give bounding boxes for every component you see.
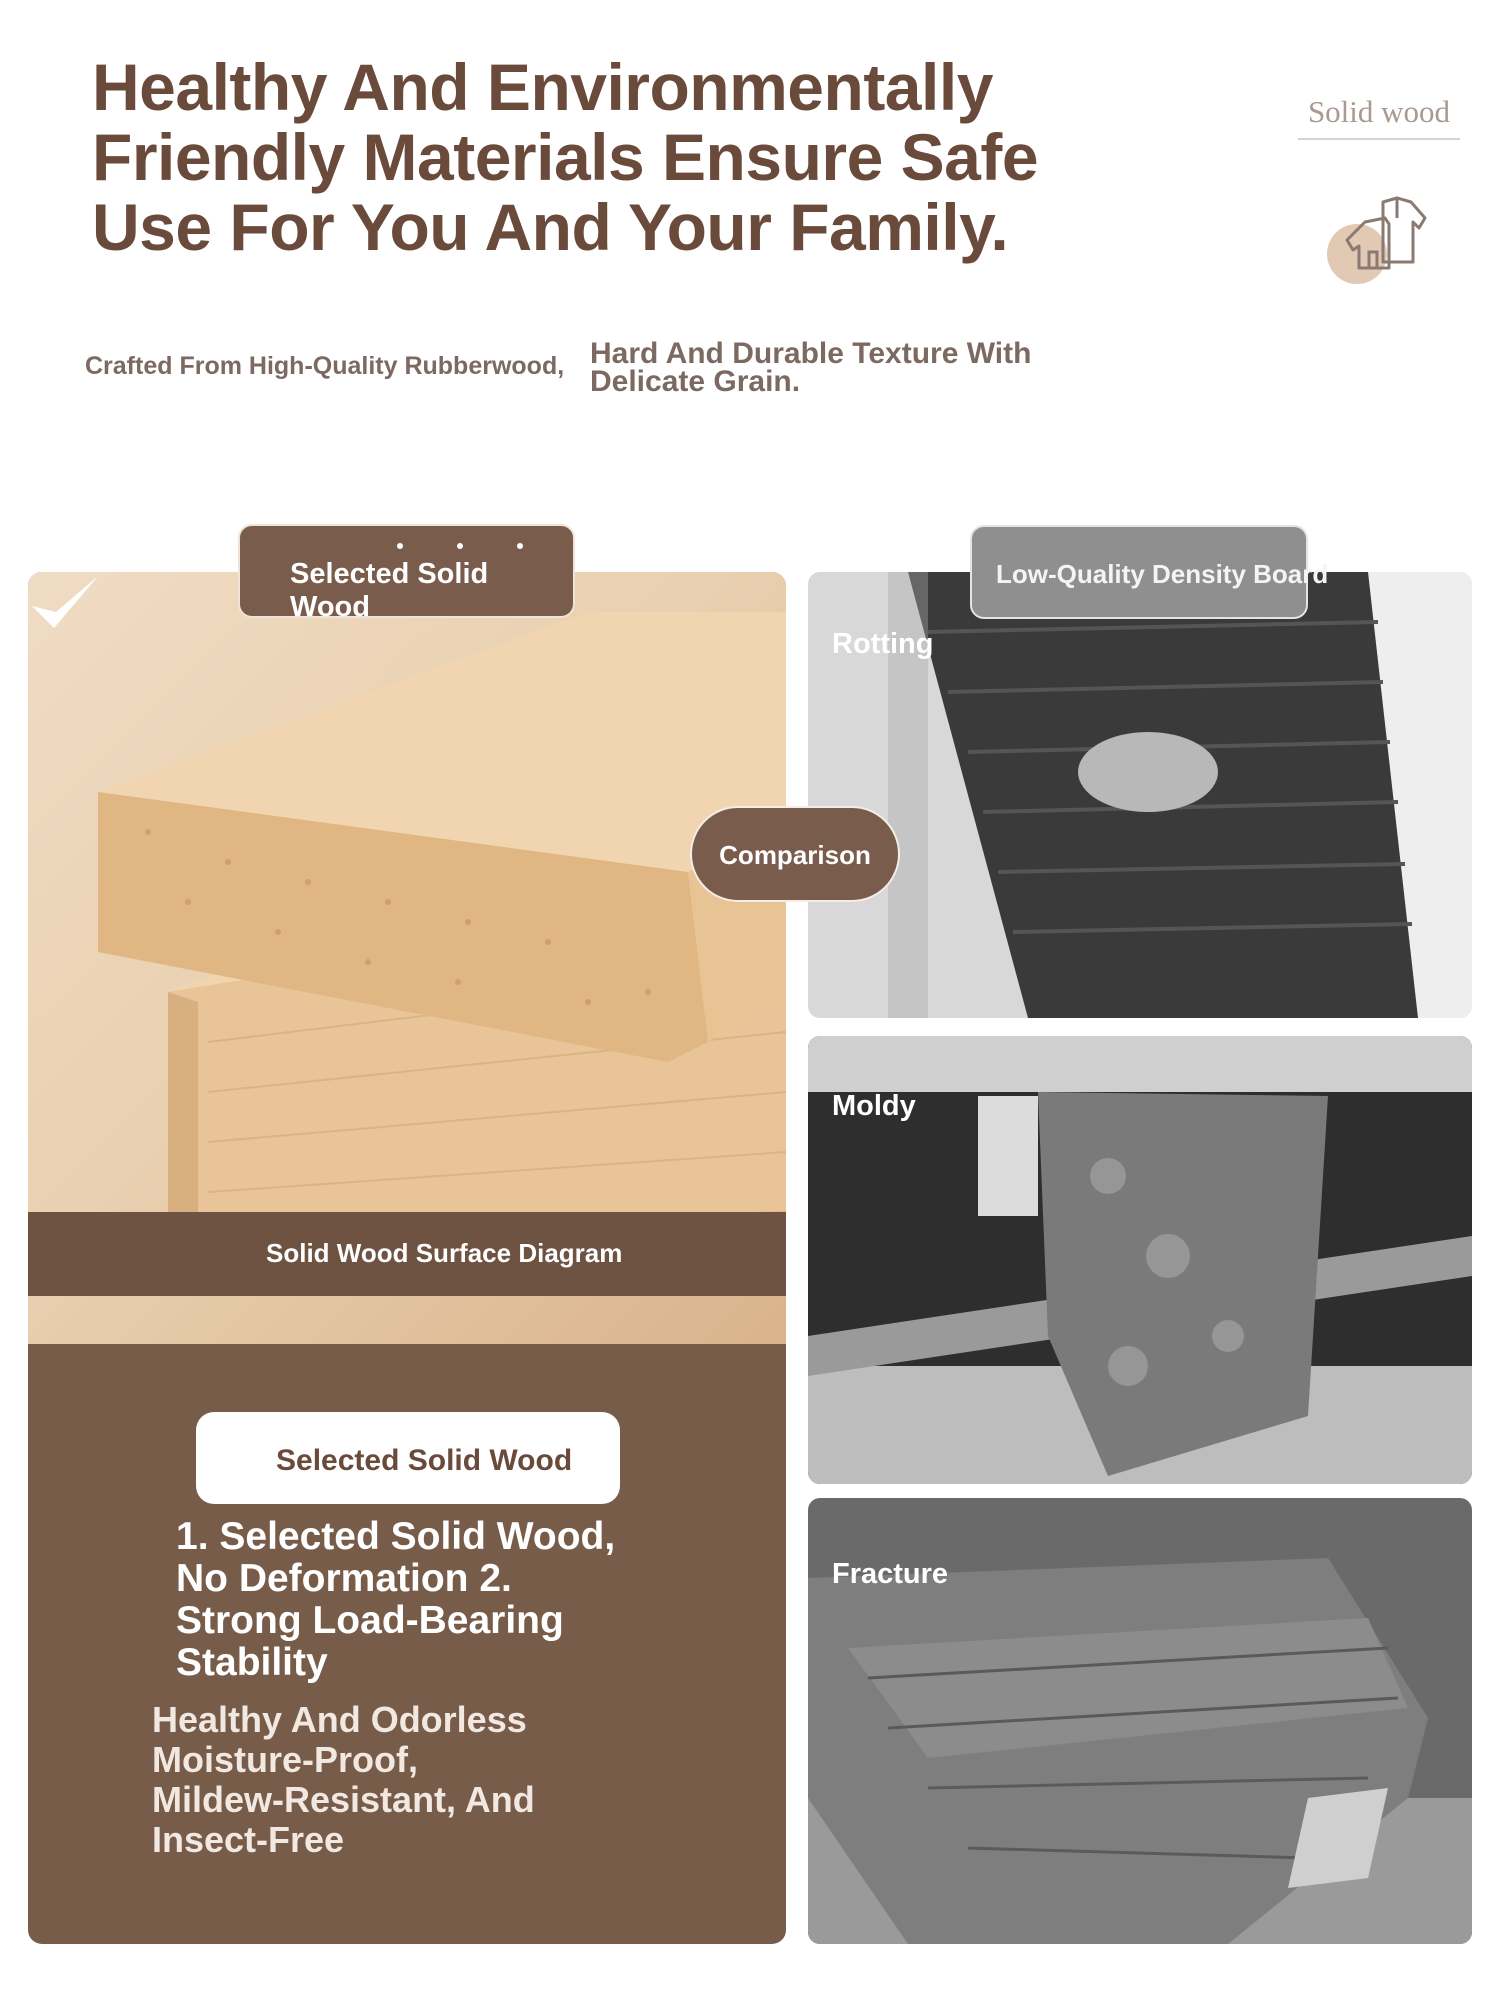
- badge-label: Selected Solid Wood: [276, 1444, 573, 1477]
- benefit-line: Moisture-Proof,: [152, 1739, 418, 1780]
- photo-label: Fracture: [832, 1558, 949, 1590]
- benefit-line: Insect-Free: [152, 1819, 345, 1860]
- subheadline-left: Crafted From High-Quality Rubberwood,: [85, 352, 565, 380]
- benefit-line: Mildew-Resistant, And: [152, 1779, 535, 1820]
- headline-line: Healthy And Environmentally: [92, 50, 993, 124]
- photo-label: Moldy: [832, 1090, 916, 1122]
- comparison-badge: [690, 806, 900, 902]
- brand-label: Solid wood: [1298, 94, 1460, 140]
- feature-list: [176, 1516, 696, 1684]
- photo-label: Rotting: [832, 628, 934, 660]
- decorative-dots-icon: [390, 540, 530, 552]
- feature-line: Strong Load-Bearing: [176, 1599, 564, 1642]
- feature-line: 1. Selected Solid Wood,: [176, 1515, 616, 1558]
- low-quality-board-tag: [970, 525, 1329, 619]
- moldy-photo: [808, 1036, 1472, 1484]
- rotting-photo: [808, 572, 1472, 1018]
- selected-solid-wood-badge: [196, 1412, 620, 1504]
- tag-label: Selected Solid Wood: [290, 558, 489, 623]
- headline-line: Use For You And Your Family.: [92, 190, 1009, 264]
- selected-solid-wood-tag: [238, 524, 575, 623]
- subheadline-line: Hard And Durable Texture With: [590, 337, 1032, 370]
- subheadline-right: [590, 337, 1190, 398]
- furniture-clothes-icon: [1325, 188, 1435, 288]
- benefits-list: [152, 1700, 672, 1860]
- page-headline: [92, 52, 1052, 262]
- checkmark-icon: [28, 572, 102, 634]
- headline-line: Friendly Materials Ensure Safe: [92, 120, 1039, 194]
- diagram-label: Solid Wood Surface Diagram: [266, 1238, 623, 1268]
- solid-wood-panel: [28, 572, 786, 1944]
- feature-line: No Deformation 2.: [176, 1557, 512, 1600]
- solid-wood-photo: [28, 572, 786, 1344]
- fracture-photo: [808, 1498, 1472, 1944]
- benefit-line: Healthy And Odorless: [152, 1699, 527, 1740]
- feature-line: Stability: [176, 1641, 328, 1684]
- subheadline-line: Delicate Grain.: [590, 365, 801, 398]
- tag-label: Low-Quality Density Board: [996, 559, 1329, 589]
- comparison-label: Comparison: [719, 840, 871, 870]
